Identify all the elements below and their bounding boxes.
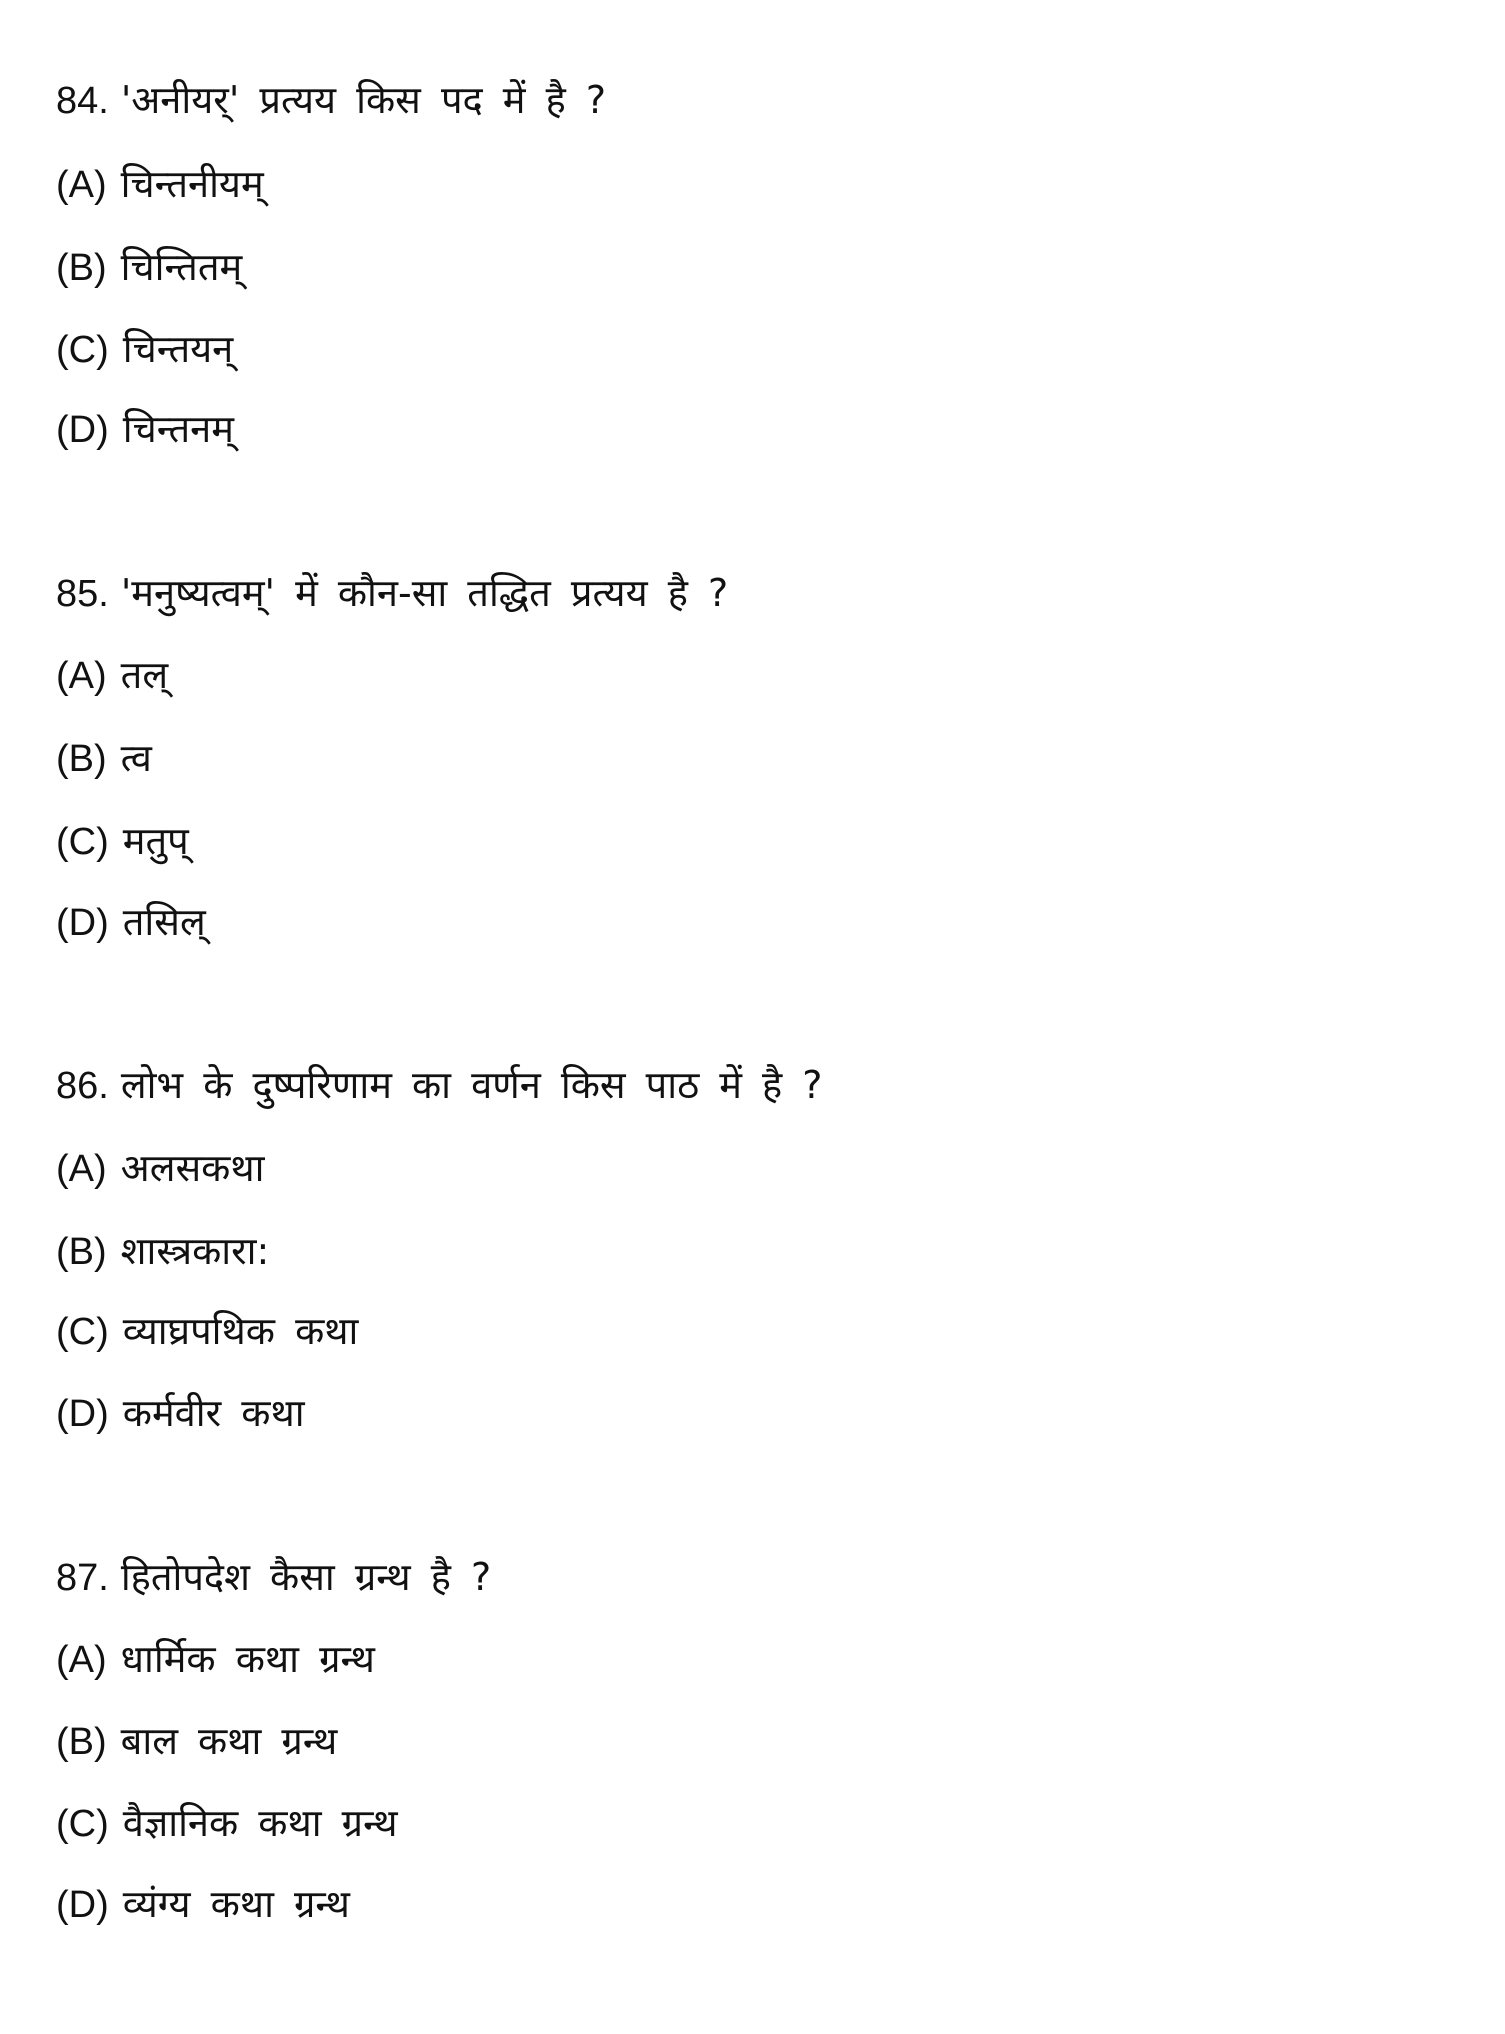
option-text: कर्मवीर कथा <box>122 1391 305 1435</box>
option-84-b[interactable] <box>56 243 242 292</box>
question-87 <box>56 1553 491 1602</box>
option-86-b[interactable] <box>56 1227 269 1276</box>
question-number: 87. <box>56 1557 109 1599</box>
question-text: 'अनीयर्' प्रत्यय किस पद में है ? <box>120 78 607 122</box>
option-84-c[interactable] <box>56 325 233 374</box>
option-label: (D) <box>56 1884 109 1926</box>
option-text: तसिल् <box>122 900 206 944</box>
option-85-c[interactable] <box>56 817 189 866</box>
option-label: (D) <box>56 902 109 944</box>
option-text: चिन्तनम् <box>122 407 234 451</box>
option-text: बाल कथा ग्रन्थ <box>120 1719 338 1763</box>
option-84-d[interactable] <box>56 405 234 454</box>
question-number: 86. <box>56 1065 109 1107</box>
option-text: त्व <box>120 736 152 780</box>
option-85-d[interactable] <box>56 898 206 947</box>
option-text: वैज्ञानिक कथा ग्रन्थ <box>122 1801 398 1845</box>
question-text: 'मनुष्यत्वम्' में कौन-सा तद्धित प्रत्यय है ? <box>120 571 729 615</box>
option-text: चिन्तनीयम् <box>120 162 264 206</box>
option-85-b[interactable] <box>56 734 152 783</box>
option-label: (B) <box>56 247 107 289</box>
option-86-d[interactable] <box>56 1389 305 1438</box>
question-86 <box>56 1061 822 1110</box>
option-text: तल् <box>120 653 169 697</box>
option-text: चिन्तितम् <box>120 245 243 289</box>
option-86-a[interactable] <box>56 1144 264 1193</box>
question-number: 85. <box>56 573 109 615</box>
option-label: (B) <box>56 738 107 780</box>
option-label: (C) <box>56 821 109 863</box>
question-text: हितोपदेश कैसा ग्रन्थ है ? <box>120 1555 492 1599</box>
option-label: (B) <box>56 1231 107 1273</box>
option-label: (B) <box>56 1721 107 1763</box>
option-text: चिन्तयन् <box>122 327 234 371</box>
option-label: (C) <box>56 329 109 371</box>
option-87-b[interactable] <box>56 1717 337 1766</box>
option-text: मतुप् <box>122 819 189 863</box>
option-label: (A) <box>56 1639 107 1681</box>
option-text: व्यंग्य कथा ग्रन्थ <box>122 1882 350 1926</box>
option-label: (A) <box>56 164 107 206</box>
option-label: (A) <box>56 655 107 697</box>
option-label: (C) <box>56 1311 109 1353</box>
option-86-c[interactable] <box>56 1307 358 1356</box>
option-87-c[interactable] <box>56 1799 398 1848</box>
option-87-d[interactable] <box>56 1880 350 1929</box>
option-85-a[interactable] <box>56 651 168 700</box>
question-84 <box>56 76 606 125</box>
option-text: धार्मिक कथा ग्रन्थ <box>120 1637 375 1681</box>
question-text: लोभ के दुष्परिणाम का वर्णन किस पाठ में है ? <box>120 1063 823 1107</box>
option-label: (D) <box>56 1393 109 1435</box>
question-85 <box>56 569 728 618</box>
option-87-a[interactable] <box>56 1635 375 1684</box>
option-label: (C) <box>56 1803 109 1845</box>
option-84-a[interactable] <box>56 160 264 209</box>
option-text: अलसकथा <box>120 1146 265 1190</box>
option-label: (D) <box>56 409 109 451</box>
option-label: (A) <box>56 1148 107 1190</box>
option-text: शास्त्रकारा: <box>120 1229 270 1273</box>
option-text: व्याघ्रपथिक कथा <box>122 1309 359 1353</box>
question-number: 84. <box>56 80 109 122</box>
